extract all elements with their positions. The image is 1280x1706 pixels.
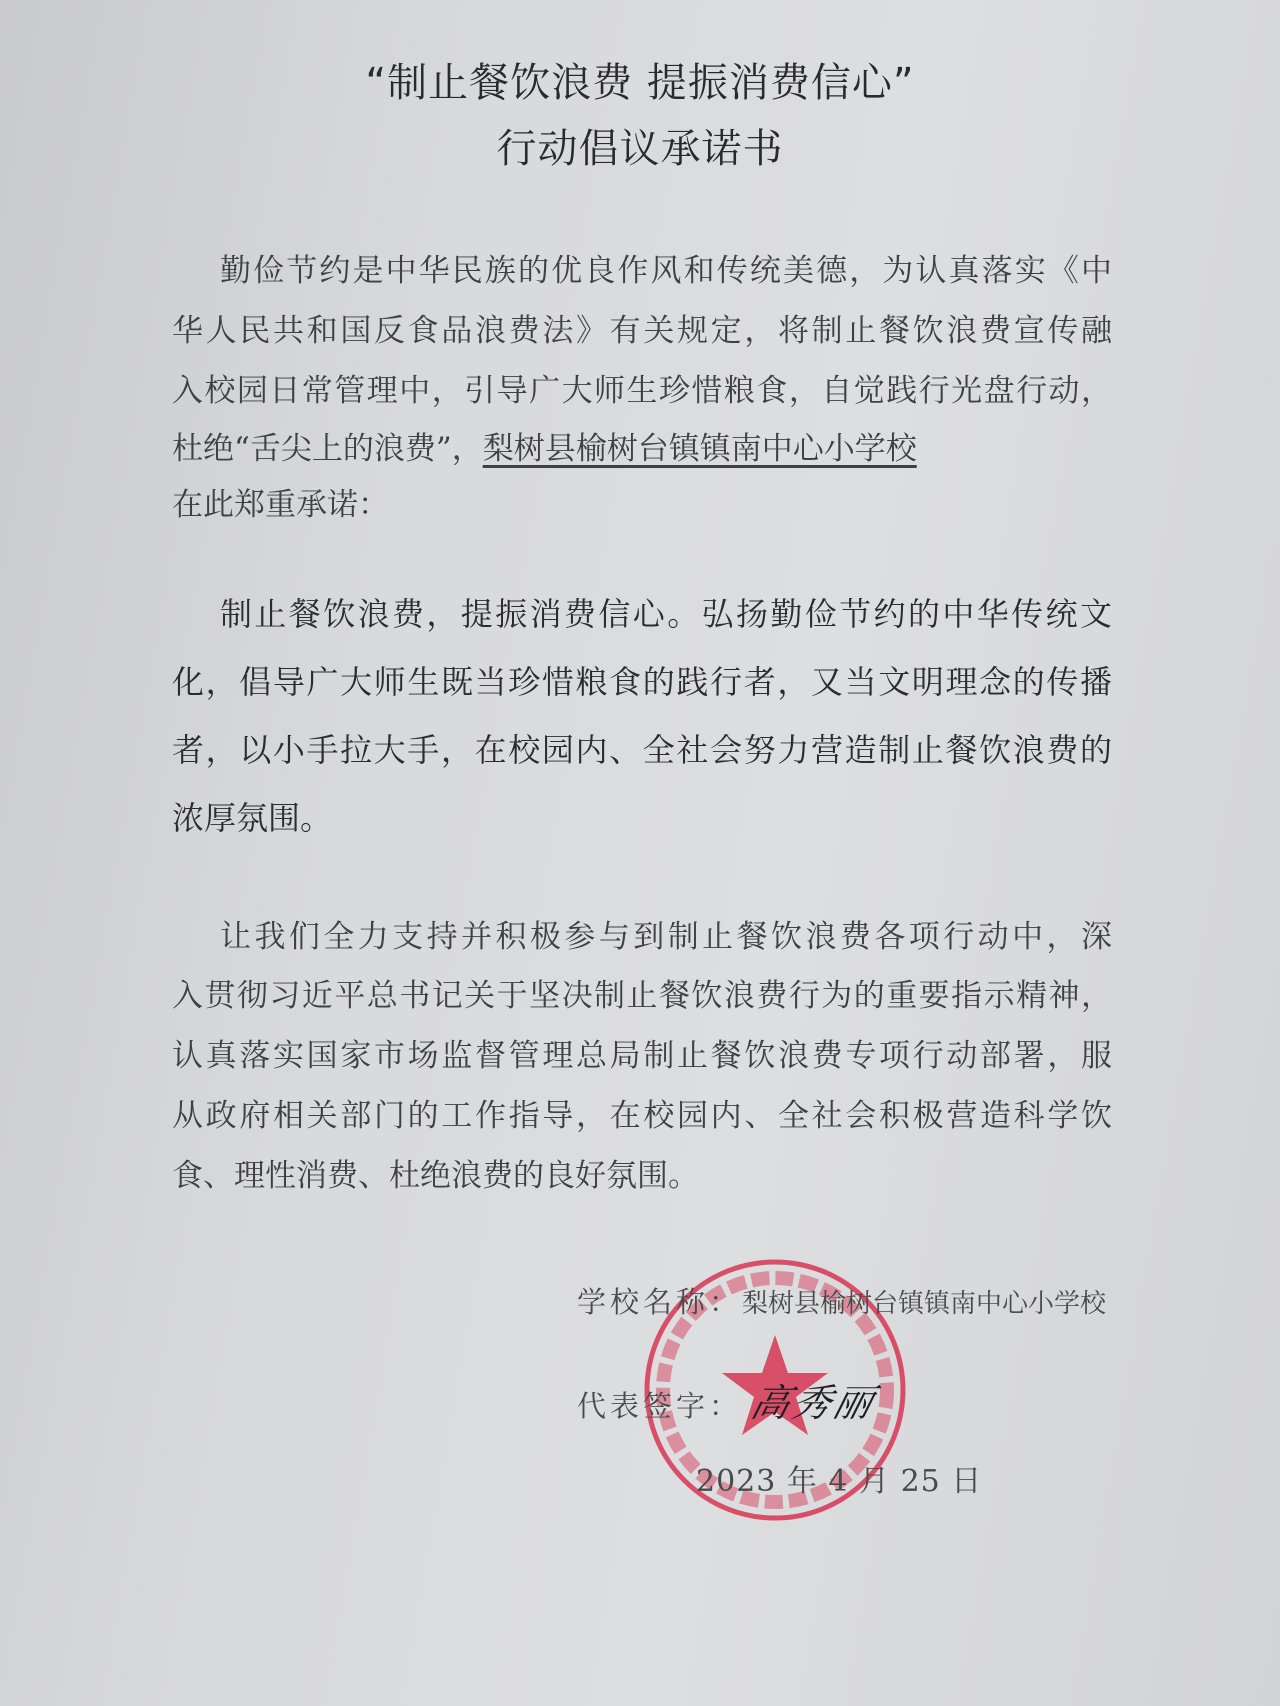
date: 2023 年 4 月 25 日 <box>696 1464 983 1499</box>
text-line: 在此郑重承诺： <box>172 487 389 523</box>
signature-label: 代表签字： <box>577 1389 743 1423</box>
text-line: 认真落实国家市场监督管理总局制止餐饮浪费专项行动部署，服 <box>172 1038 1112 1074</box>
title-line-1: “制止餐饮浪费 提振消费信心” <box>365 60 915 106</box>
text-line: 化，倡导广大师生既当珍惜粮食的践行者，又当文明理念的传播 <box>172 663 1112 701</box>
text-line: 入贯彻习近平总书记关于坚决制止餐饮浪费行为的重要指示精神， <box>172 978 1112 1014</box>
text-line: 食、理性消费、杜绝浪费的良好氛围。 <box>172 1158 699 1194</box>
text-line: 从政府相关部门的工作指导，在校园内、全社会积极营造科学饮 <box>172 1098 1112 1134</box>
text-segment: 杜绝“舌尖上的浪费”， <box>172 431 483 467</box>
school-name-row <box>577 1282 1106 1322</box>
school-name-label: 学校名称： <box>577 1285 743 1319</box>
school-name-underlined: 梨树县榆树台镇镇南中心小学校 <box>482 431 917 467</box>
text-line <box>172 428 917 470</box>
text-line: 者，以小手拉大手，在校园内、全社会努力营造制止餐饮浪费的 <box>172 731 1112 769</box>
title-line-2: 行动倡议承诺书 <box>496 126 784 172</box>
text-line: 入校园日常管理中，引导广大师生珍惜粮食，自觉践行光盘行动， <box>172 373 1112 409</box>
school-name-value: 梨树县榆树台镇镇南中心小学校 <box>742 1289 1107 1319</box>
text-line: 勤俭节约是中华民族的优良作风和传统美德，为认真落实《中 <box>220 253 1112 289</box>
text-line: 华人民共和国反食品浪费法》有关规定，将制止餐饮浪费宣传融 <box>172 313 1112 349</box>
handwritten-signature: 高秀丽 <box>746 1381 881 1425</box>
text-line: 制止餐饮浪费，提振消费信心。弘扬勤俭节约的中华传统文 <box>220 595 1112 633</box>
text-line: 浓厚氛围。 <box>172 799 333 837</box>
text-line: 让我们全力支持并积极参与到制止餐饮浪费各项行动中，深 <box>220 919 1112 955</box>
